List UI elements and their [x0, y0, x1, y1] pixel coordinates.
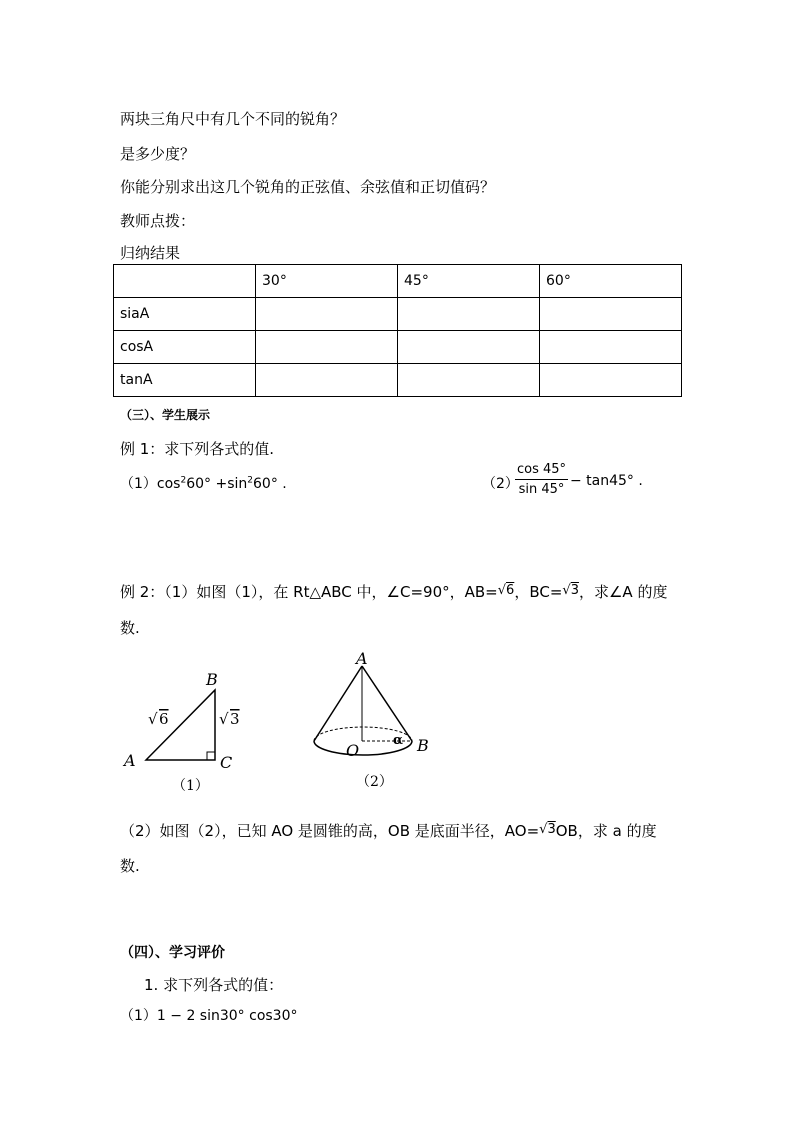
- example1-part1: [120, 473, 287, 493]
- example2-part2-line2: 数.: [120, 857, 140, 875]
- sqrt-radicand: 3: [570, 583, 579, 598]
- table-cell: [256, 298, 398, 331]
- table-cell: tanA: [114, 364, 256, 397]
- figure-1-right-triangle: [118, 660, 258, 800]
- expr-text: （1）cos: [120, 476, 181, 492]
- fraction-denominator: sin 45°: [518, 482, 565, 497]
- exponent: 2: [180, 475, 187, 486]
- table-cell: [540, 364, 682, 397]
- figure-2-caption: （2）: [356, 774, 393, 790]
- example1-title: 例 1：求下列各式的值.: [120, 440, 275, 458]
- expr-text: 60° .: [253, 476, 287, 492]
- question-3: 你能分别求出这几个锐角的正弦值、余弦值和正切值码？: [120, 178, 496, 196]
- table-cell: [398, 298, 540, 331]
- table-cell: [398, 364, 540, 397]
- sqrt-symbol: √: [497, 583, 507, 598]
- section4-title: （四）、学习评价: [120, 945, 225, 961]
- text-segment: OB，求 a 的度: [555, 822, 657, 840]
- table-cell: [256, 364, 398, 397]
- table-cell: [540, 298, 682, 331]
- table-row: [114, 331, 682, 364]
- right-angle-mark: [207, 752, 215, 760]
- sqrt-radicand: 3: [547, 822, 556, 837]
- fraction: [515, 462, 568, 497]
- example1-part2-suffix: − tan45° .: [570, 473, 643, 489]
- sqrt-symbol: √: [539, 822, 548, 837]
- table-header-cell: 45°: [398, 265, 540, 298]
- vertex-label-c: C: [220, 753, 233, 772]
- table-header-row: [114, 265, 682, 298]
- teacher-guidance-label: 教师点拨：: [120, 212, 196, 230]
- summary-label: 归纳结果: [120, 244, 181, 262]
- cone-right-edge: [362, 666, 412, 741]
- sqrt-symbol: √: [219, 710, 229, 728]
- exponent: 2: [247, 475, 253, 486]
- table-row: [114, 364, 682, 397]
- table-cell: cosA: [114, 331, 256, 364]
- trig-values-table: [113, 264, 682, 397]
- table-row: [114, 298, 682, 331]
- question-1: 两块三角尺中有几个不同的锐角？: [120, 110, 346, 128]
- text-segment: ，BC=: [514, 583, 563, 601]
- text-segment: （2）如图（2），已知 AO 是圆锥的高，OB 是底面半径，AO=: [120, 822, 540, 840]
- table-header-cell: 30°: [256, 265, 398, 298]
- sqrt-symbol: √: [562, 583, 571, 598]
- example2-line1: [120, 581, 667, 602]
- example1-part2-label: （2）: [482, 476, 519, 492]
- section4-question-1-part1: （1）1 − 2 sin30° cos30°: [120, 1008, 298, 1024]
- expr-text: 60° +sin: [186, 476, 248, 492]
- cone-left-edge: [314, 666, 362, 741]
- center-label-o: O: [346, 741, 360, 760]
- sqrt-symbol: √: [148, 710, 158, 728]
- table-cell: [398, 331, 540, 364]
- side-ab-label: 6: [159, 710, 169, 728]
- text-segment: ，求∠A 的度: [578, 583, 668, 601]
- side-bc-label: 3: [230, 710, 240, 728]
- table-cell: siaA: [114, 298, 256, 331]
- figure-2-cone: [300, 648, 450, 793]
- section3-title: （三）、学生展示: [120, 408, 211, 422]
- figure-1-caption: （1）: [172, 778, 209, 794]
- angle-label-alpha: α: [393, 733, 404, 748]
- vertex-label-b: B: [206, 670, 218, 689]
- vertex-label-a: A: [124, 751, 136, 770]
- table-cell: [540, 331, 682, 364]
- fraction-numerator: cos 45°: [515, 462, 568, 480]
- point-label-b: B: [417, 736, 429, 755]
- example2-part2-line1: [120, 820, 657, 841]
- example2-line2: 数.: [120, 619, 140, 637]
- text-segment: 例 2：（1）如图（1），在 Rt△ABC 中，∠C=90°，AB=: [120, 583, 498, 601]
- table-header-cell: [114, 265, 256, 298]
- sqrt-radicand: 6: [506, 583, 515, 598]
- section4-question-1: 1. 求下列各式的值：: [144, 976, 284, 994]
- vertex-label-a: A: [356, 649, 368, 668]
- table-header-cell: 60°: [540, 265, 682, 298]
- table-cell: [256, 331, 398, 364]
- question-2: 是多少度？: [120, 145, 196, 163]
